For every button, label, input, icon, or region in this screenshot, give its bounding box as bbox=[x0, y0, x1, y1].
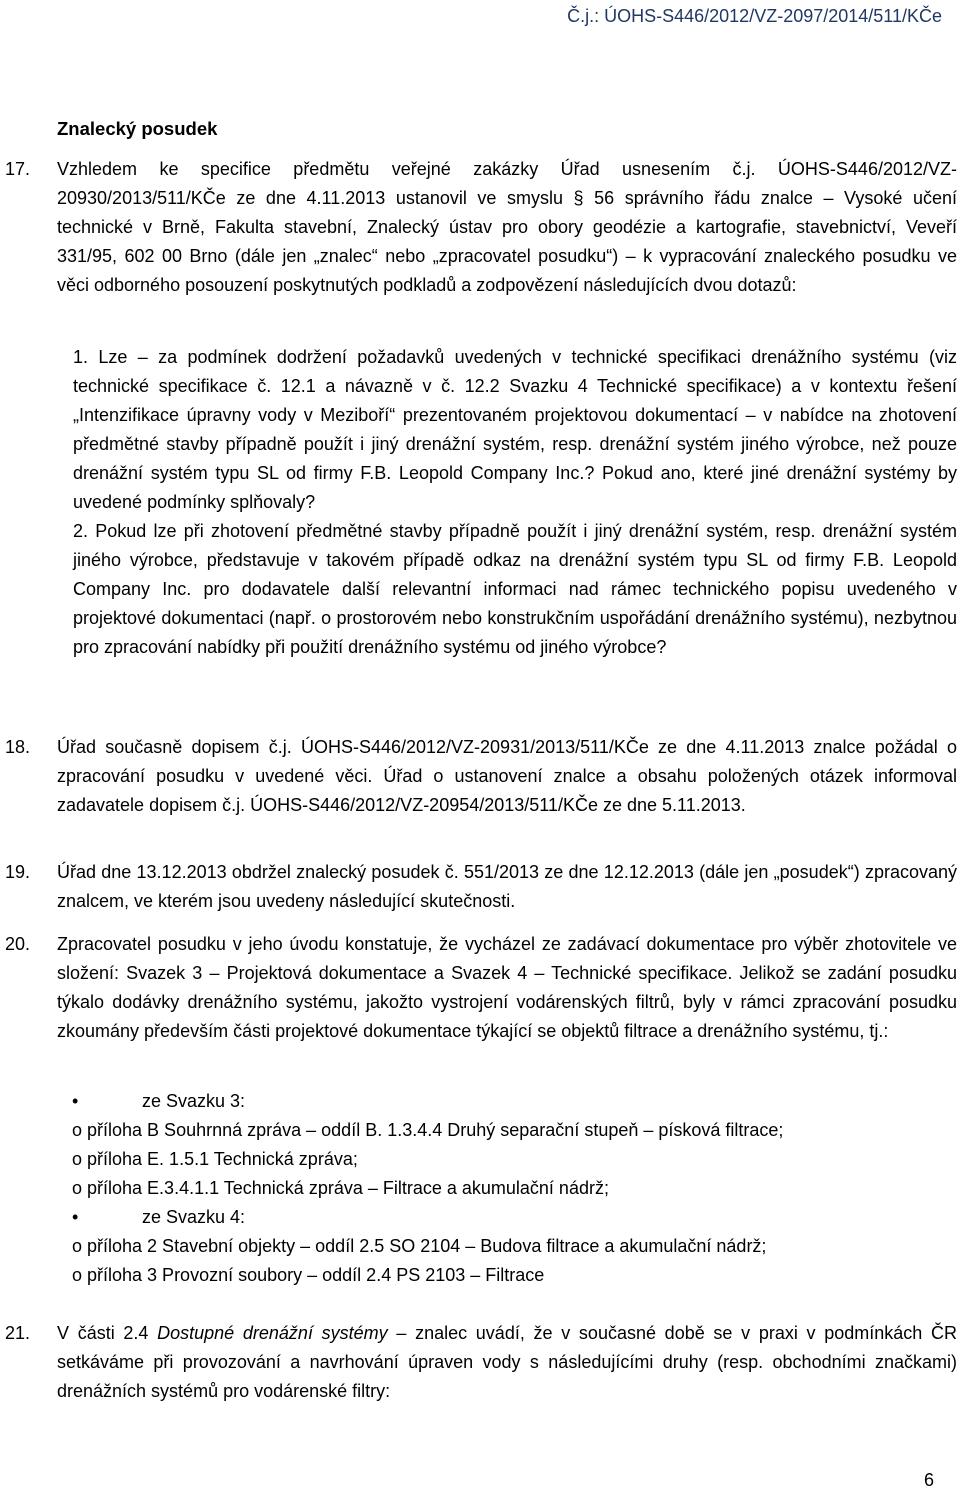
paragraph-text-italic: Dostupné drenážní systémy bbox=[157, 1323, 388, 1343]
page-number: 6 bbox=[923, 1470, 934, 1490]
bullet-icon: • bbox=[72, 1207, 79, 1227]
list-item-text: o příloha E.3.4.1.1 Technická zpráva – Filtrace a akumulační nádrž; bbox=[72, 1178, 609, 1198]
document-list bbox=[72, 1087, 952, 1290]
paragraph-text: Vzhledem ke specifice předmětu veřejné zakázky Úřad usnesením č.j. ÚOHS-S446/2012/VZ-20930/2013/511/KČe ze dne 4.11.2013 ustanovil ve smyslu § 56 správního řádu znalce – Vysoké učení technické v Brně, Fakulta stavební, Znalecký ústav pro obory geodézie a kartografie, stavebnictví, Veveří 331/95, 602 00 Brno (dále jen „znalec“ nebo „zpracovatel posudku“) – k vypracování znaleckého posudku ve věci odborného posouzení poskytnutých podkladů a zodpovězení následujících dvou dotazů: bbox=[57, 159, 957, 295]
list-item bbox=[72, 1261, 952, 1290]
list-item-text: o příloha 3 Provozní soubory – oddíl 2.4 PS 2103 – Filtrace bbox=[72, 1265, 545, 1285]
list-item bbox=[72, 1232, 952, 1261]
list-item-text: ze Svazku 4: bbox=[142, 1207, 246, 1227]
paragraph-number: 17. bbox=[5, 159, 31, 179]
list-item bbox=[72, 1087, 952, 1116]
question-1: 1. Lze – za podmínek dodržení požadavků uvedených v technické specifikaci drenážního systému (viz technické specifikace č. 12.1 a návazně v č. 12.2 Svazku 4 Technické specifikace) a v kontextu řešení „Intenzifikace úpravny vody v Meziboří“ prezentovaném projektovou dokumentací – v nabídce na zhotovení předmětné stavby případně použít i jiný drenážní systém, resp. drenážní systém jiného výrobce, než pouze drenážní systém typu SL od firmy F.B. Leopold Company Inc.? Pokud ano, které jiné drenážní systémy by uvedené podmínky splňovaly? bbox=[73, 347, 957, 512]
question-list bbox=[73, 343, 957, 662]
list-item-text: o příloha 2 Stavební objekty – oddíl 2.5 SO 2104 – Budova filtrace a akumulační nádrž; bbox=[72, 1236, 767, 1256]
paragraph-number: 20. bbox=[5, 934, 31, 954]
paragraph-17 bbox=[5, 155, 957, 300]
paragraph-text: Úřad současně dopisem č.j. ÚOHS-S446/2012/VZ-20931/2013/511/KČe ze dne 4.11.2013 znalce požádal o zpracování posudku v uvedené věci. Úřad o ustanovení znalce a obsahu položených otázek informoval zadavatele dopisem č.j. ÚOHS-S446/2012/VZ-20954/2013/511/KČe ze dne 5.11.2013. bbox=[57, 737, 957, 815]
paragraph-number: 21. bbox=[5, 1323, 31, 1343]
question-2: 2. Pokud lze při zhotovení předmětné stavby případně použít i jiný drenážní systém, resp. drenážní systém jiného výrobce, představuje v takovém případě odkaz na drenážní systém typu SL od firmy F.B. Leopold Company Inc. pro dodavatele další relevantní informaci nad rámec technického popisu uvedeného v projektové dokumentaci (např. o prostorovém nebo konstrukčním uspořádání drenážního systému), nezbytnou pro zpracování nabídky při použití drenážního systému od jiného výrobce? bbox=[73, 521, 957, 657]
paragraph-text-before: V části 2.4 bbox=[57, 1323, 158, 1343]
paragraph-18 bbox=[5, 733, 957, 820]
list-item bbox=[72, 1116, 952, 1145]
list-item bbox=[72, 1145, 952, 1174]
paragraph-21 bbox=[5, 1319, 957, 1406]
list-item-text: o příloha B Souhrnná zpráva – oddíl B. 1.3.4.4 Druhý separační stupeň – písková filtrace; bbox=[72, 1120, 784, 1140]
paragraph-20 bbox=[5, 930, 957, 1046]
list-item bbox=[72, 1203, 952, 1232]
paragraph-text: Zpracovatel posudku v jeho úvodu konstatuje, že vycházel ze zadávací dokumentace pro výběr zhotovitele ve složení: Svazek 3 – Projektová dokumentace a Svazek 4 – Technické specifikace. Jelikož se zadání posudku týkalo dodávky drenážního systému, jakožto vystrojení vodárenských filtrů, byly v rámci zpracování posudku zkoumány především části projektové dokumentace týkající se objektů filtrace a drenážního systému, tj.: bbox=[57, 934, 957, 1041]
paragraph-text-after: – znalec uvádí, že v současné době se v praxi v podmínkách ČR setkáváme při provozování a navrhování úpraven vody s následujícími druhy (resp. obchodními značkami) drenážních systémů pro vodárenské filtry: bbox=[57, 1323, 957, 1401]
paragraph-number: 18. bbox=[5, 737, 31, 757]
list-item bbox=[72, 1174, 952, 1203]
paragraph-text: Úřad dne 13.12.2013 obdržel znalecký posudek č. 551/2013 ze dne 12.12.2013 (dále jen „posudek“) zpracovaný znalcem, ve kterém jsou uvedeny následující skutečnosti. bbox=[57, 862, 957, 911]
list-item-text: ze Svazku 3: bbox=[142, 1091, 246, 1111]
paragraph-19 bbox=[5, 858, 957, 916]
bullet-icon: • bbox=[72, 1091, 79, 1111]
reference-number: Č.j.: ÚOHS-S446/2012/VZ-2097/2014/511/KČe bbox=[567, 6, 942, 26]
paragraph-number: 19. bbox=[5, 862, 31, 882]
list-item-text: o příloha E. 1.5.1 Technická zpráva; bbox=[72, 1149, 358, 1169]
section-title: Znalecký posudek bbox=[57, 118, 218, 139]
